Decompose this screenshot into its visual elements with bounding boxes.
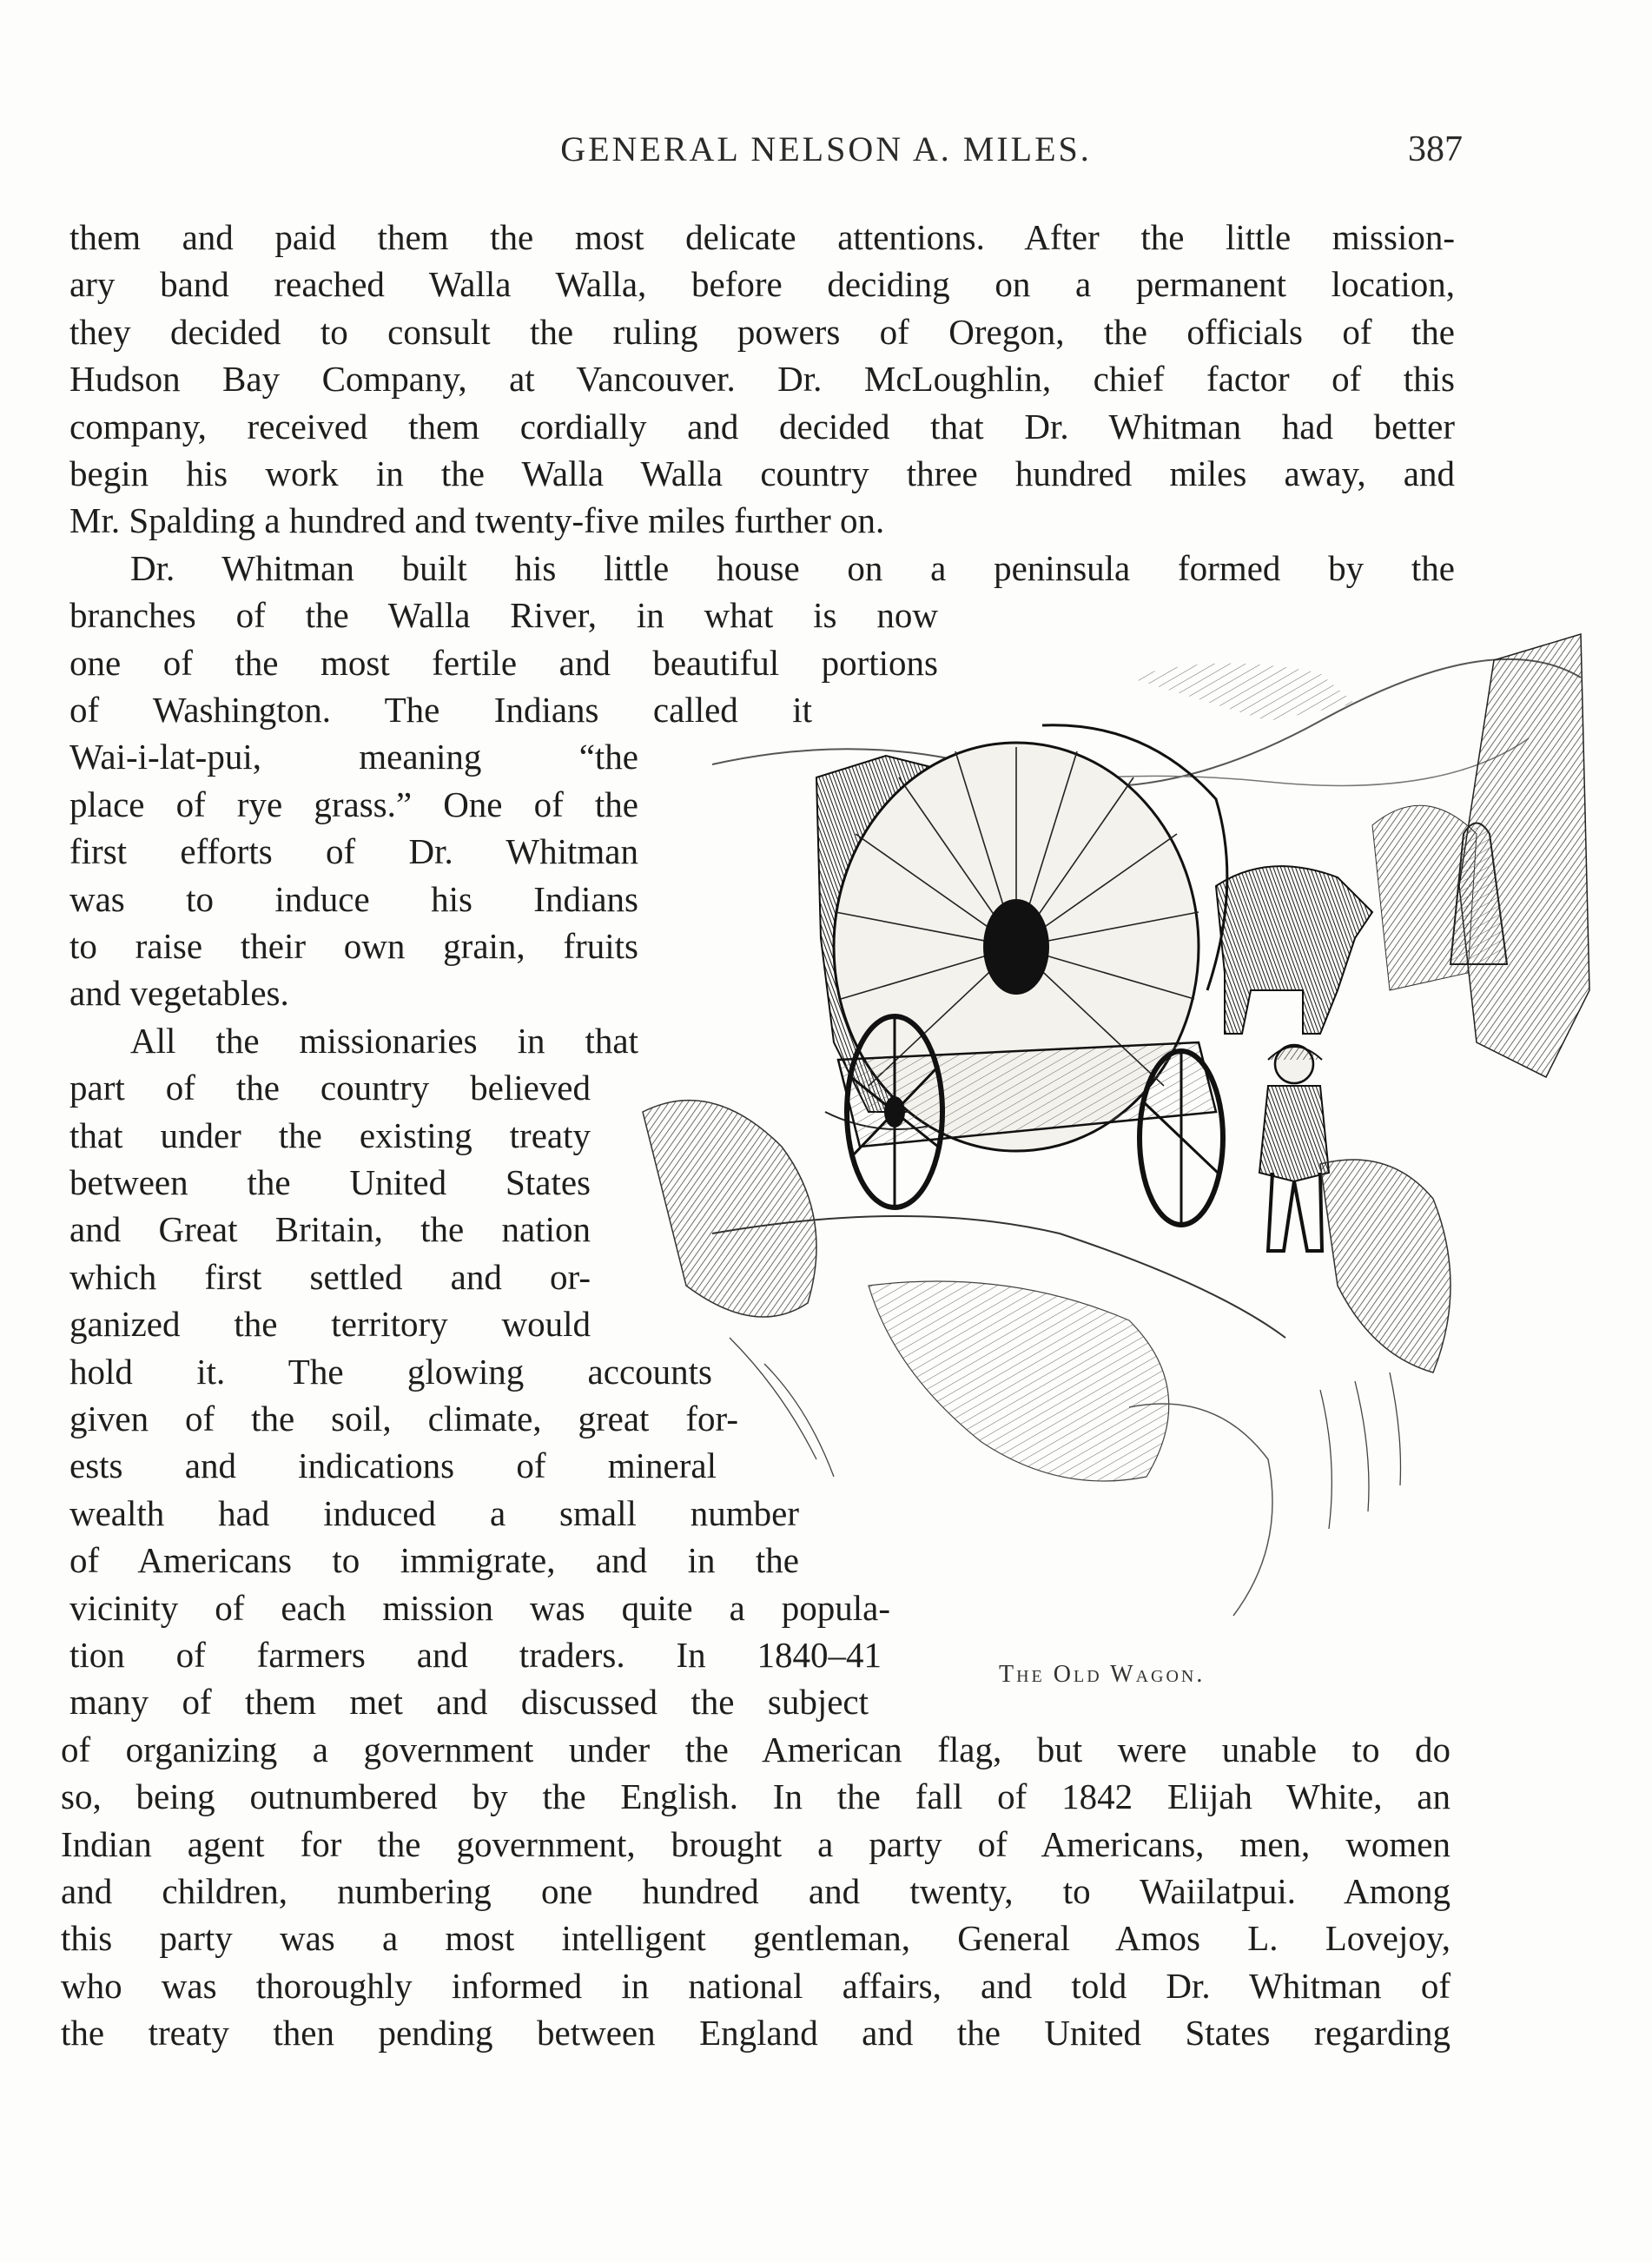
text-line: the treaty then pending between England and the United States regarding bbox=[61, 2013, 1450, 2053]
text-line: many of them met and discussed the subject bbox=[69, 1682, 869, 1722]
text-line: company, received them cordially and decided that Dr. Whitman had better bbox=[69, 407, 1455, 446]
text-line: this party was a most intelligent gentleman, General Amos L. Lovejoy, bbox=[61, 1918, 1450, 1958]
text-line: and children, numbering one hundred and twenty, to Waiilatpui. Among bbox=[61, 1871, 1450, 1911]
text-line: of Washington. The Indians called it bbox=[69, 690, 812, 730]
paragraph-first-line: All the missionaries in that bbox=[130, 1021, 638, 1061]
text-line: and Great Britain, the nation bbox=[69, 1209, 591, 1249]
text-line: ganized the territory would bbox=[69, 1304, 591, 1344]
text-line: between the United States bbox=[69, 1162, 591, 1202]
text-line: and vegetables. bbox=[69, 973, 289, 1013]
text-line: hold it. The glowing accounts bbox=[69, 1352, 712, 1392]
text-line: wealth had induced a small number bbox=[69, 1493, 799, 1533]
text-line: Hudson Bay Company, at Vancouver. Dr. McLoughlin, chief factor of this bbox=[69, 359, 1455, 399]
text-line: given of the soil, climate, great for- bbox=[69, 1399, 738, 1439]
text-line: they decided to consult the ruling powers of Oregon, the officials of the bbox=[69, 312, 1455, 352]
text-line: vicinity of each mission was quite a popula- bbox=[69, 1588, 890, 1628]
text-line: ests and indications of mineral bbox=[69, 1445, 717, 1485]
text-line: place of rye grass.” One of the bbox=[69, 784, 638, 824]
old-wagon-illustration bbox=[608, 625, 1598, 1650]
text-line: one of the most fertile and beautiful portions bbox=[69, 643, 938, 683]
text-line: tion of farmers and traders. In 1840–41 bbox=[69, 1635, 882, 1675]
text-line: branches of the Walla River, in what is now bbox=[69, 595, 938, 635]
text-line: Wai-i-lat-pui, meaning “the bbox=[69, 737, 638, 777]
running-title: GENERAL NELSON A. MILES. bbox=[560, 129, 1092, 169]
text-line: so, being outnumbered by the English. In the fall of 1842 Elijah White, an bbox=[61, 1776, 1450, 1816]
text-line: begin his work in the Walla Walla country three hundred miles away, and bbox=[69, 453, 1455, 493]
text-line: part of the country believed bbox=[69, 1068, 591, 1108]
text-line: ary band reached Walla Walla, before deciding on a permanent location, bbox=[69, 264, 1455, 304]
text-line: them and paid them the most delicate attentions. After the little mission- bbox=[69, 217, 1455, 257]
text-line: first efforts of Dr. Whitman bbox=[69, 831, 638, 871]
text-line: which first settled and or- bbox=[69, 1257, 591, 1297]
text-line: was to induce his Indians bbox=[69, 879, 638, 919]
illustration-caption: The Old Wagon. bbox=[999, 1661, 1206, 1688]
paragraph-first-line: Dr. Whitman built his little house on a peninsula formed by the bbox=[130, 548, 1455, 588]
text-line: Mr. Spalding a hundred and twenty-five miles further on. bbox=[69, 500, 885, 540]
text-line: to raise their own grain, fruits bbox=[69, 926, 638, 966]
text-line: of Americans to immigrate, and in the bbox=[69, 1540, 799, 1580]
text-line: who was thoroughly informed in national affairs, and told Dr. Whitman of bbox=[61, 1966, 1450, 2006]
text-line: of organizing a government under the American flag, but were unable to do bbox=[61, 1730, 1450, 1769]
text-line: Indian agent for the government, brought a party of Americans, men, women bbox=[61, 1824, 1450, 1864]
page-number: 387 bbox=[1408, 129, 1463, 169]
text-line: that under the existing treaty bbox=[69, 1115, 591, 1155]
